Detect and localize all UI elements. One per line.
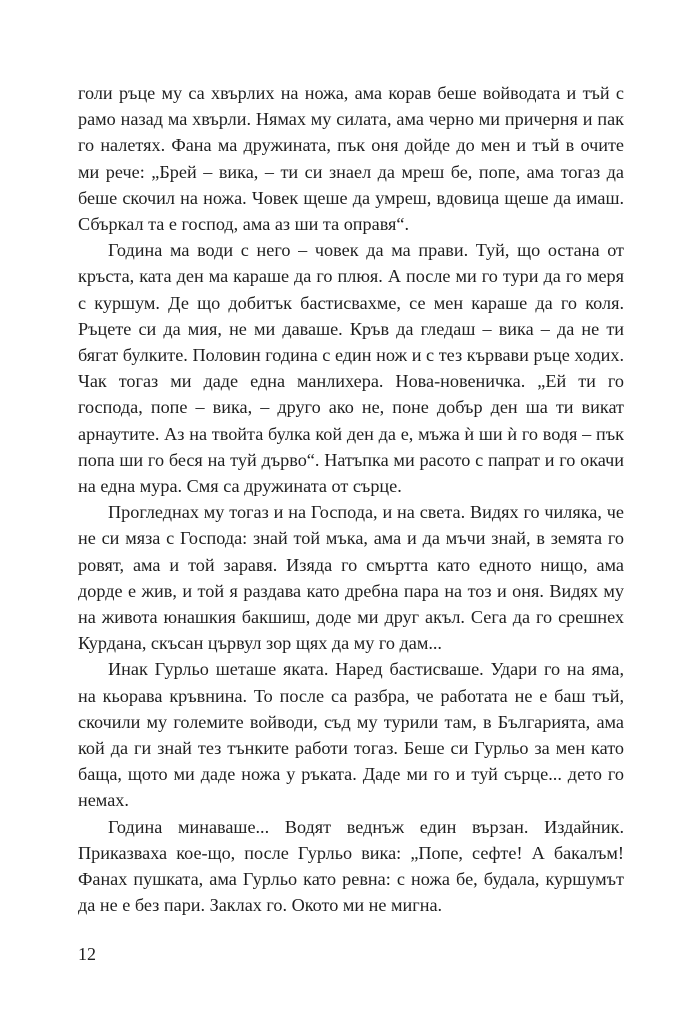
paragraph: Инак Гурльо шеташе яката. Наред бастисваше. Удари го на яма, на кьорава кръвнина. То после са разбра, че работата не е баш тъй, скочили му големите войводи, съд му турили там, в Българията, ама кой да ги знай тез тънките работи тогаз. Беше си Гурльо за мен като баща, щото ми даде ножа у ръката. Даде ми го и туй сърце... дето го немах. bbox=[78, 659, 624, 811]
paragraph: Година ма води с него – човек да ма прави. Туй, що остана от кръста, ката ден ма караше да го плюя. А после ми го тури да го меря с куршум. Де що добитък бастисвахме, се мен караше да го коля. Ръцете си да мия, не ми даваше. Кръв да гледаш – вика – да не ти бягат булките. Половин година с един нож и с тез кървави ръце ходих. Чак тогаз ми даде една манлихера. Нова-новеничка. „Ей ти го господа, попе – вика, – друго ако не, поне добър ден ша ти викат арнаутите. Аз на твойта булка кой ден да е, мъжа ѝ ши ѝ го водя – пък попа ши го беся на туй дърво“. Натъпка ми расото с папрат и го окачи на една мура. Смя са дружината от сърце. bbox=[78, 240, 624, 497]
paragraph: голи ръце му са хвърлих на ножа, ама корав беше войводата и тъй с рамо назад ма хвърли. Нямах му силата, ама черно ми причерня и пак го налетях. Фана ма дружината, пък оня дойде до мен и тъй в очите ми рече: „Брей – вика, – ти си знаел да мреш бе, попе, ама тогаз да беше скочил на ножа. Човек щеше да умреш, вдовица щеше да имаш. Сбъркал та е господ, ама аз ши та оправя“. bbox=[78, 83, 624, 235]
body-text bbox=[78, 80, 624, 919]
paragraph: Година минаваше... Водят веднъж един вързан. Издайник. Приказваха кое-що, после Гурльо вика: „Попе, сефте! А бакалъм! Фанах пушката, ама Гурльо като ревна: с ножа бе, будала, куршумът да не е без пари. Заклах го. Окото ми не мигна. bbox=[78, 816, 624, 916]
paragraph: Прогледнах му тогаз и на Господа, и на света. Видях го чиляка, че не си мязa с Господа: знай той мъка, ама и да мъчи знай, в земята го ровят, ама и той заравя. Изяда го смъртта като едното нищо, ама дорде е жив, и той я раздава като дребна пара на тоз и оня. Видях му на живота юнашкия бакшиш, доде ми друг акъл. Сега да го срешнех Курдана, скъсан цървул зор щях да му го дам... bbox=[78, 502, 624, 654]
page-number: 12 bbox=[78, 944, 96, 964]
